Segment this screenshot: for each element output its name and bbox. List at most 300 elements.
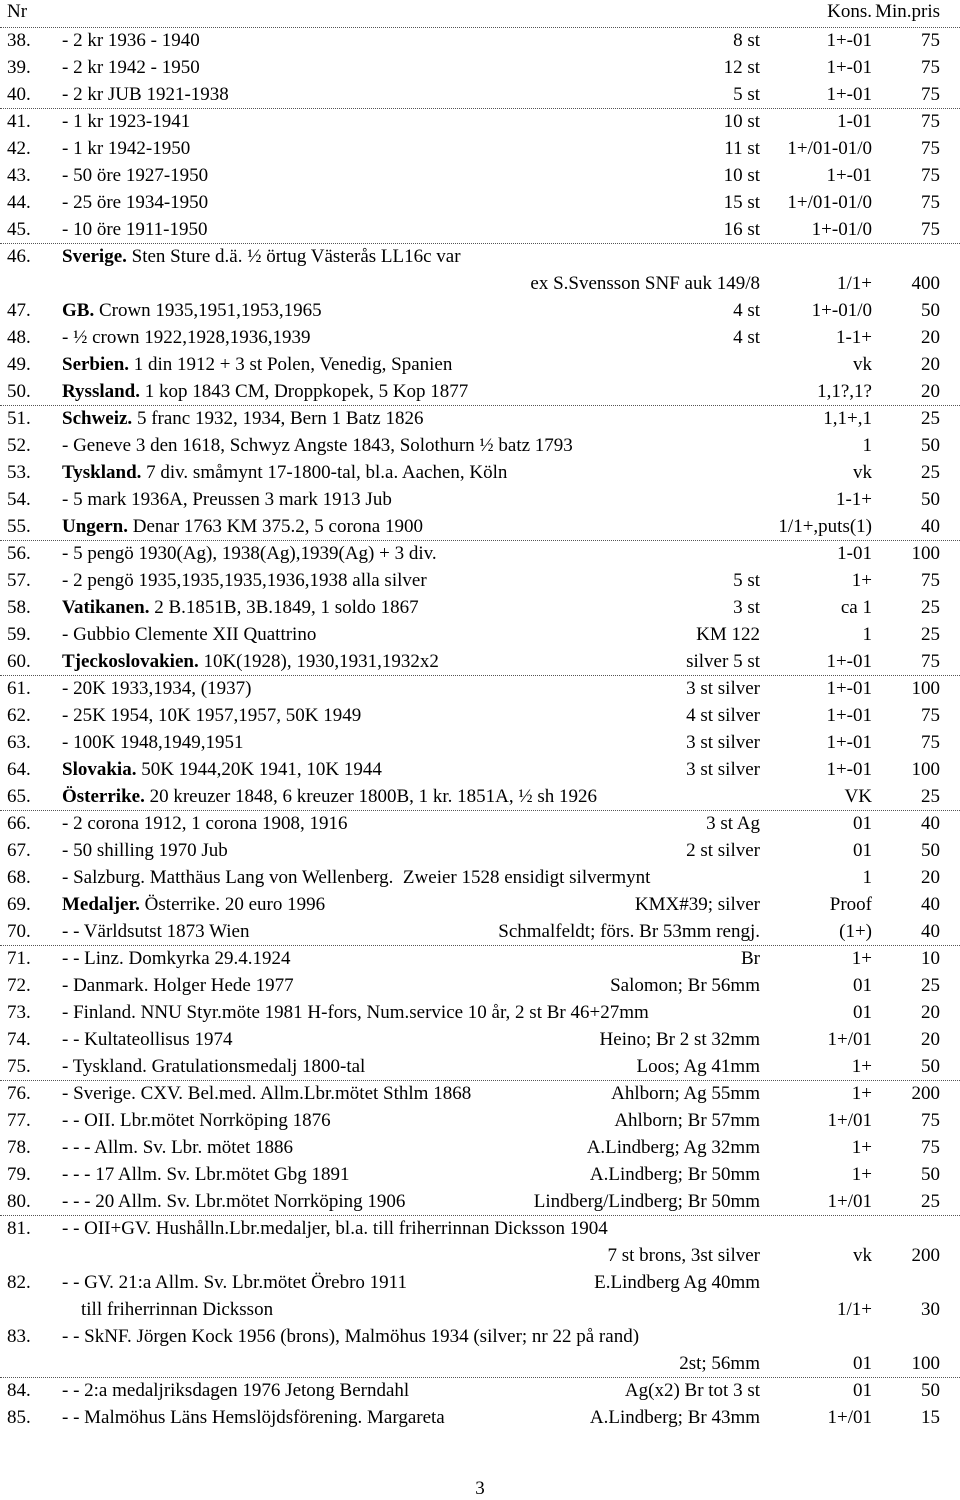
lot-text: - Danmark. Holger Hede 1977	[62, 975, 294, 996]
list-item	[0, 297, 960, 324]
row-divider	[0, 540, 960, 541]
lot-condition: 1	[862, 624, 872, 645]
lot-condition: 1+/01	[827, 1029, 872, 1050]
lot-description	[62, 405, 423, 432]
lot-description	[62, 1080, 471, 1107]
lot-country: Tyskland.	[62, 462, 142, 483]
lot-description	[62, 135, 190, 162]
lot-quantity: KM 122	[696, 624, 760, 645]
lot-condition: 1+-01	[826, 759, 872, 780]
lot-number: 77.	[7, 1110, 31, 1131]
lot-country: Tjeckoslovakien.	[62, 651, 199, 672]
list-item	[0, 1026, 960, 1053]
row-divider	[0, 1377, 960, 1378]
lot-text: - Geneve 3 den 1618, Schwyz Angste 1843, Solothurn ½ batz 1793	[62, 435, 573, 456]
lot-condition: 1+/01	[827, 1407, 872, 1428]
list-item	[0, 918, 960, 945]
lot-description	[62, 351, 452, 378]
list-item	[0, 108, 960, 135]
lot-description	[62, 1404, 445, 1431]
list-item	[0, 756, 960, 783]
lot-quantity: KMX#39; silver	[634, 894, 760, 915]
list-item	[0, 513, 960, 540]
lot-text: 1 din 1912 + 3 st Polen, Venedig, Spanien	[129, 354, 453, 375]
lot-number: 69.	[7, 894, 31, 915]
lot-text: - - - Allm. Sv. Lbr. mötet 1886	[62, 1137, 293, 1158]
lot-text: - 1 kr 1923-1941	[62, 111, 191, 132]
lot-min-price: 75	[921, 219, 940, 240]
lot-text: - 5 mark 1936A, Preussen 3 mark 1913 Jub	[62, 489, 392, 510]
lot-description	[62, 594, 419, 621]
lot-number: 50.	[7, 381, 31, 402]
lot-number: 74.	[7, 1029, 31, 1050]
list-item	[0, 1323, 960, 1350]
lot-min-price: 50	[921, 300, 940, 321]
lot-description	[62, 675, 251, 702]
row-divider	[0, 243, 960, 244]
lot-condition: 01	[853, 1353, 872, 1374]
lot-description	[62, 1323, 639, 1350]
lot-text: - Sverige. CXV. Bel.med. Allm.Lbr.mötet Sthlm 1868	[62, 1083, 472, 1104]
lot-number: 48.	[7, 327, 31, 348]
lot-min-price: 50	[921, 1164, 940, 1185]
lot-description	[62, 378, 468, 405]
lot-number: 46.	[7, 246, 31, 267]
lot-condition: 1+	[851, 948, 872, 969]
lot-description	[62, 1188, 405, 1215]
list-item	[0, 432, 960, 459]
lot-number: 39.	[7, 57, 31, 78]
lot-description	[62, 513, 423, 540]
lot-number: 55.	[7, 516, 31, 537]
lot-number: 76.	[7, 1083, 31, 1104]
lot-min-price: 100	[911, 543, 940, 564]
lot-description	[62, 837, 228, 864]
list-item	[0, 891, 960, 918]
lot-min-price: 75	[921, 57, 940, 78]
lot-description	[62, 81, 229, 108]
list-item	[0, 1404, 960, 1431]
lot-quantity: 10 st	[723, 111, 760, 132]
page-number: 3	[475, 1478, 485, 1499]
lot-text: - - - 17 Allm. Sv. Lbr.mötet Gbg 1891	[62, 1164, 350, 1185]
lot-condition: 01	[853, 1380, 872, 1401]
lot-text: 1 kop 1843 CM, Droppkopek, 5 Kop 1877	[140, 381, 469, 402]
lot-min-price: 40	[921, 813, 940, 834]
lot-text: - 2 corona 1912, 1 corona 1908, 1916	[62, 813, 348, 834]
lot-min-price: 100	[911, 1353, 940, 1374]
lot-condition: 01	[853, 813, 872, 834]
lot-description	[62, 27, 200, 54]
lot-condition: vk	[853, 462, 872, 483]
lot-min-price: 25	[921, 597, 940, 618]
lot-condition: 1/1+	[837, 1299, 872, 1320]
lot-condition: 01	[853, 975, 872, 996]
lot-quantity: Salomon; Br 56mm	[610, 975, 760, 996]
lot-number: 62.	[7, 705, 31, 726]
lot-number: 49.	[7, 354, 31, 375]
lot-description	[62, 540, 437, 567]
list-item	[0, 1188, 960, 1215]
lot-min-price: 40	[921, 894, 940, 915]
lot-condition: 1	[862, 867, 872, 888]
lot-text: - Tyskland. Gratulationsmedalj 1800-tal	[62, 1056, 366, 1077]
lot-quantity: 2 st silver	[686, 840, 760, 861]
lot-number: 40.	[7, 84, 31, 105]
lot-quantity: Lindberg/Lindberg; Br 50mm	[533, 1191, 760, 1212]
lot-description	[62, 459, 507, 486]
list-item	[0, 351, 960, 378]
list-item	[0, 1215, 960, 1242]
lot-description	[62, 216, 207, 243]
lot-min-price: 25	[921, 1191, 940, 1212]
lot-description	[62, 999, 649, 1026]
row-divider	[0, 675, 960, 676]
lot-description	[62, 108, 190, 135]
lot-number: 78.	[7, 1137, 31, 1158]
lot-quantity: 4 st	[733, 300, 760, 321]
lot-description	[62, 1134, 293, 1161]
lot-condition: 1+/01-01/0	[787, 138, 872, 159]
lot-number: 56.	[7, 543, 31, 564]
list-item	[0, 972, 960, 999]
lot-text: - - Kultateollisus 1974	[62, 1029, 233, 1050]
lot-condition: 1-1+	[835, 327, 872, 348]
lot-country: Österrike.	[62, 786, 145, 807]
lot-number: 54.	[7, 489, 31, 510]
lot-quantity: 4 st	[733, 327, 760, 348]
lot-description	[62, 756, 382, 783]
lot-condition: 1/1+	[837, 273, 872, 294]
lot-description	[62, 324, 311, 351]
lot-condition: 1+-01/0	[811, 219, 872, 240]
lot-description	[62, 918, 249, 945]
lot-description	[62, 783, 597, 810]
lot-number: 38.	[7, 30, 31, 51]
lot-min-price: 75	[921, 111, 940, 132]
lot-text: - Salzburg. Matthäus Lang von Wellenberg. Zweier 1528 ensidigt silvermynt	[62, 867, 651, 888]
column-header	[0, 0, 960, 30]
lot-text: Sten Sture d.ä. ½ örtug Västerås LL16c var	[126, 246, 461, 267]
lot-country: Sverige.	[62, 246, 127, 267]
list-item	[0, 1080, 960, 1107]
lot-condition: 1,1+,1	[823, 408, 872, 429]
lot-condition: 1+-01/0	[811, 300, 872, 321]
lot-number: 79.	[7, 1164, 31, 1185]
lot-description	[62, 1269, 407, 1296]
lot-quantity: 7 st brons, 3st silver	[607, 1245, 760, 1266]
lot-description	[62, 432, 573, 459]
lot-text: - Finland. NNU Styr.möte 1981 H-fors, Num.service 10 år, 2 st Br 46+27mm	[62, 1002, 649, 1023]
lot-text: 2 B.1851B, 3B.1849, 1 soldo 1867	[149, 597, 419, 618]
lot-min-price: 20	[921, 327, 940, 348]
lot-quantity: 3 st silver	[686, 732, 760, 753]
list-item	[0, 594, 960, 621]
lot-text: till friherrinnan Dicksson	[62, 1299, 274, 1320]
lot-condition: 1+	[851, 1137, 872, 1158]
lot-number: 41.	[7, 111, 31, 132]
list-item	[0, 189, 960, 216]
lot-description	[62, 810, 347, 837]
lot-text: - - OII. Lbr.mötet Norrköping 1876	[62, 1110, 331, 1131]
lot-condition: 1+	[851, 570, 872, 591]
lot-text: - ½ crown 1922,1928,1936,1939	[62, 327, 311, 348]
list-item	[0, 810, 960, 837]
lot-text: - Gubbio Clemente XII Quattrino	[62, 624, 317, 645]
lot-min-price: 40	[921, 921, 940, 942]
lot-number: 70.	[7, 921, 31, 942]
header-minpris: Min.pris	[875, 1, 940, 22]
lot-number: 81.	[7, 1218, 31, 1239]
lot-min-price: 75	[921, 651, 940, 672]
lot-number: 47.	[7, 300, 31, 321]
lot-condition: Proof	[829, 894, 872, 915]
list-item	[0, 324, 960, 351]
list-item	[0, 1161, 960, 1188]
lot-country: Slovakia.	[62, 759, 137, 780]
lot-min-price: 25	[921, 462, 940, 483]
lot-country: Ungern.	[62, 516, 128, 537]
lot-text: - 100K 1948,1949,1951	[62, 732, 244, 753]
lot-min-price: 20	[921, 1029, 940, 1050]
lot-list	[0, 27, 960, 1431]
lot-quantity: 4 st silver	[686, 705, 760, 726]
list-item	[0, 162, 960, 189]
lot-country: Schweiz.	[62, 408, 133, 429]
lot-quantity: A.Lindberg; Ag 32mm	[586, 1137, 760, 1158]
lot-text: - 2 kr 1942 - 1950	[62, 57, 200, 78]
lot-condition: 1+-01	[826, 732, 872, 753]
lot-number: 58.	[7, 597, 31, 618]
lot-min-price: 200	[911, 1083, 940, 1104]
lot-text: - - SkNF. Jörgen Kock 1956 (brons), Malmöhus 1934 (silver; nr 22 på rand)	[62, 1326, 640, 1347]
lot-min-price: 75	[921, 30, 940, 51]
lot-provenance: ex S.Svensson SNF auk 149/8	[530, 273, 760, 294]
lot-quantity: silver 5 st	[686, 651, 760, 672]
list-item	[0, 1269, 960, 1296]
lot-min-price: 20	[921, 381, 940, 402]
lot-description	[62, 189, 208, 216]
lot-quantity: Loos; Ag 41mm	[636, 1056, 760, 1077]
lot-quantity: Ahlborn; Ag 55mm	[611, 1083, 760, 1104]
lot-min-price: 50	[921, 1056, 940, 1077]
list-item	[0, 1134, 960, 1161]
lot-text: - 10 öre 1911-1950	[62, 219, 208, 240]
lot-min-price: 200	[911, 1245, 940, 1266]
lot-country: GB.	[62, 300, 95, 321]
lot-description	[62, 729, 244, 756]
lot-min-price: 75	[921, 705, 940, 726]
lot-condition: VK	[844, 786, 872, 807]
list-item	[0, 567, 960, 594]
lot-quantity: Ahlborn; Br 57mm	[614, 1110, 760, 1131]
lot-number: 85.	[7, 1407, 31, 1428]
list-item	[0, 1053, 960, 1080]
list-item	[0, 864, 960, 891]
lot-condition: (1+)	[839, 921, 872, 942]
lot-text: 5 franc 1932, 1934, Bern 1 Batz 1826	[132, 408, 424, 429]
lot-text: Österrike. 20 euro 1996	[139, 894, 326, 915]
lot-number: 61.	[7, 678, 31, 699]
lot-number: 44.	[7, 192, 31, 213]
lot-quantity: Ag(x2) Br tot 3 st	[624, 1380, 760, 1401]
lot-condition: 01	[853, 1002, 872, 1023]
lot-country: Medaljer.	[62, 894, 140, 915]
lot-min-price: 25	[921, 624, 940, 645]
lot-number: 72.	[7, 975, 31, 996]
lot-description	[62, 243, 461, 270]
lot-condition: 1+	[851, 1083, 872, 1104]
lot-number: 68.	[7, 867, 31, 888]
lot-description	[62, 945, 290, 972]
lot-quantity: 5 st	[733, 84, 760, 105]
lot-description	[62, 1296, 273, 1323]
lot-min-price: 100	[911, 678, 940, 699]
lot-text: - 25K 1954, 10K 1957,1957, 50K 1949	[62, 705, 362, 726]
lot-min-price: 50	[921, 1380, 940, 1401]
list-item	[0, 945, 960, 972]
list-item	[0, 1296, 960, 1323]
list-item	[0, 54, 960, 81]
lot-min-price: 40	[921, 516, 940, 537]
list-item	[0, 270, 960, 297]
lot-description	[62, 54, 200, 81]
lot-description	[62, 567, 427, 594]
lot-min-price: 75	[921, 192, 940, 213]
lot-description	[62, 648, 439, 675]
lot-condition: 1,1?,1?	[817, 381, 872, 402]
list-item	[0, 135, 960, 162]
list-item	[0, 999, 960, 1026]
lot-number: 66.	[7, 813, 31, 834]
lot-min-price: 25	[921, 408, 940, 429]
lot-condition: 1+-01	[826, 705, 872, 726]
lot-quantity: A.Lindberg; Br 50mm	[589, 1164, 760, 1185]
lot-text: - - Malmöhus Läns Hemslöjdsförening. Margareta	[62, 1407, 445, 1428]
lot-quantity: 10 st	[723, 165, 760, 186]
lot-min-price: 25	[921, 786, 940, 807]
list-item	[0, 783, 960, 810]
lot-quantity: 16 st	[723, 219, 760, 240]
lot-number: 60.	[7, 651, 31, 672]
lot-text: - 50 shilling 1970 Jub	[62, 840, 228, 861]
lot-min-price: 50	[921, 435, 940, 456]
row-divider	[0, 945, 960, 946]
lot-description	[62, 297, 322, 324]
lot-description	[62, 891, 325, 918]
lot-min-price: 20	[921, 867, 940, 888]
lot-number: 84.	[7, 1380, 31, 1401]
lot-number: 65.	[7, 786, 31, 807]
lot-text: - - OII+GV. Hushålln.Lbr.medaljer, bl.a. till friherrinnan Dicksson 1904	[62, 1218, 608, 1239]
lot-condition: 1+-01	[826, 165, 872, 186]
list-item	[0, 405, 960, 432]
list-item	[0, 486, 960, 513]
lot-number: 43.	[7, 165, 31, 186]
lot-description	[62, 1215, 608, 1242]
row-divider	[0, 810, 960, 811]
lot-quantity: 5 st	[733, 570, 760, 591]
lot-min-price: 15	[921, 1407, 940, 1428]
lot-description	[62, 972, 294, 999]
lot-condition: 1+/01-01/0	[787, 192, 872, 213]
lot-condition: vk	[853, 1245, 872, 1266]
lot-text: 20 kreuzer 1848, 6 kreuzer 1800B, 1 kr. 1851A, ½ sh 1926	[144, 786, 598, 807]
lot-min-price: 75	[921, 138, 940, 159]
lot-number: 57.	[7, 570, 31, 591]
lot-min-price: 75	[921, 1137, 940, 1158]
lot-condition: 1+	[851, 1056, 872, 1077]
lot-number: 45.	[7, 219, 31, 240]
lot-text: Denar 1763 KM 375.2, 5 corona 1900	[127, 516, 423, 537]
list-item	[0, 243, 960, 270]
lot-country: Vatikanen.	[62, 597, 150, 618]
lot-quantity: 12 st	[723, 57, 760, 78]
list-item	[0, 540, 960, 567]
lot-number: 59.	[7, 624, 31, 645]
lot-condition: 1/1+,puts(1)	[778, 516, 872, 537]
lot-text: - - - 20 Allm. Sv. Lbr.mötet Norrköping 1906	[62, 1191, 406, 1212]
lot-min-price: 75	[921, 84, 940, 105]
lot-description	[62, 1107, 331, 1134]
list-item	[0, 648, 960, 675]
lot-condition: 1+/01	[827, 1191, 872, 1212]
lot-text: - - Världsutst 1873 Wien	[62, 921, 250, 942]
lot-description	[62, 1026, 232, 1053]
lot-number: 52.	[7, 435, 31, 456]
list-item	[0, 1242, 960, 1269]
lot-quantity: A.Lindberg; Br 43mm	[589, 1407, 760, 1428]
lot-text: - 2 pengö 1935,1935,1935,1936,1938 alla silver	[62, 570, 427, 591]
lot-number: 80.	[7, 1191, 31, 1212]
row-divider	[0, 405, 960, 406]
lot-condition: 1+-01	[826, 84, 872, 105]
lot-condition: 1+	[851, 1164, 872, 1185]
lot-text: - 5 pengö 1930(Ag), 1938(Ag),1939(Ag) + 3 div.	[62, 543, 437, 564]
lot-min-price: 10	[921, 948, 940, 969]
row-divider	[0, 1215, 960, 1216]
lot-quantity: 3 st silver	[686, 678, 760, 699]
list-item	[0, 1350, 960, 1377]
lot-min-price: 20	[921, 354, 940, 375]
row-divider	[0, 108, 960, 109]
lot-description	[62, 1161, 349, 1188]
lot-min-price: 30	[921, 1299, 940, 1320]
lot-condition: 1-01	[837, 111, 872, 132]
lot-min-price: 75	[921, 165, 940, 186]
lot-quantity: 8 st	[733, 30, 760, 51]
lot-description	[62, 864, 650, 891]
lot-text: 10K(1928), 1930,1931,1932x2	[198, 651, 439, 672]
list-item	[0, 1107, 960, 1134]
lot-number: 64.	[7, 759, 31, 780]
lot-min-price: 100	[911, 759, 940, 780]
list-item	[0, 1377, 960, 1404]
lot-number: 63.	[7, 732, 31, 753]
lot-text: - 50 öre 1927-1950	[62, 165, 209, 186]
lot-quantity: Heino; Br 2 st 32mm	[599, 1029, 760, 1050]
lot-condition: 01	[853, 840, 872, 861]
list-item	[0, 675, 960, 702]
lot-condition: 1+-01	[826, 57, 872, 78]
lot-text: Crown 1935,1951,1953,1965	[94, 300, 322, 321]
lot-description	[62, 621, 316, 648]
lot-condition: ca 1	[840, 597, 872, 618]
lot-condition: 1+-01	[826, 678, 872, 699]
list-item	[0, 378, 960, 405]
list-item	[0, 216, 960, 243]
list-item	[0, 729, 960, 756]
